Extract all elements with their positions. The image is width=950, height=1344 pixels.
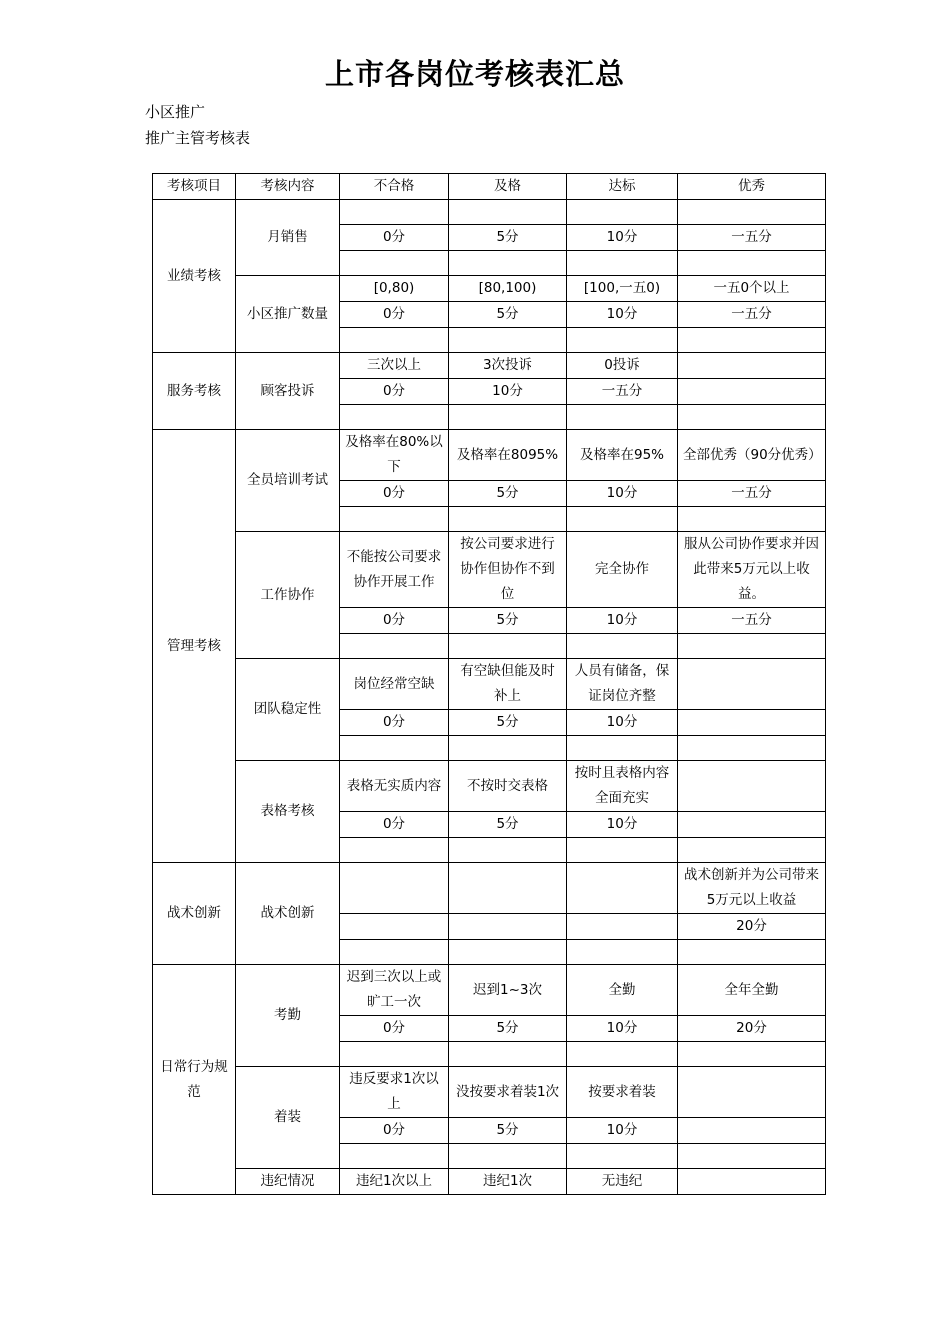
score-cell	[678, 838, 826, 863]
subitem-cell: 战术创新	[236, 863, 340, 965]
score-cell: 服从公司协作要求并因此带来5万元以上收益。	[678, 532, 826, 608]
score-cell: 5分	[449, 608, 567, 634]
table-row	[153, 1067, 826, 1118]
score-cell	[340, 328, 449, 353]
score-cell: 一五分	[567, 379, 678, 405]
score-cell: 0分	[340, 1016, 449, 1042]
table-row	[153, 200, 826, 225]
score-cell	[340, 1144, 449, 1169]
score-cell: 10分	[567, 302, 678, 328]
category-cell: 战术创新	[153, 863, 236, 965]
score-cell	[449, 1144, 567, 1169]
score-cell	[678, 1118, 826, 1144]
score-cell	[340, 634, 449, 659]
score-cell: 5分	[449, 710, 567, 736]
score-cell: 10分	[567, 1118, 678, 1144]
subitem-cell: 全员培训考试	[236, 430, 340, 532]
subitem-cell: 违纪情况	[236, 1169, 340, 1195]
score-cell	[449, 736, 567, 761]
score-cell: 0分	[340, 812, 449, 838]
score-cell	[567, 507, 678, 532]
category-cell: 业绩考核	[153, 200, 236, 353]
table-row	[153, 1169, 826, 1195]
score-cell	[340, 940, 449, 965]
score-cell	[678, 328, 826, 353]
score-cell: 全部优秀（90分优秀）	[678, 430, 826, 481]
score-cell	[678, 940, 826, 965]
score-cell	[449, 1042, 567, 1067]
score-cell: 5分	[449, 1016, 567, 1042]
subitem-cell: 表格考核	[236, 761, 340, 863]
score-cell	[567, 200, 678, 225]
score-cell: 按时且表格内容全面充实	[567, 761, 678, 812]
score-cell: [0,80)	[340, 276, 449, 302]
score-cell	[678, 1144, 826, 1169]
header-row	[153, 174, 826, 200]
score-cell: 迟到三次以上或旷工一次	[340, 965, 449, 1016]
table-row	[153, 965, 826, 1016]
score-cell: 10分	[567, 608, 678, 634]
table-row	[153, 863, 826, 914]
score-cell	[340, 251, 449, 276]
score-cell	[678, 634, 826, 659]
score-cell: 10分	[567, 225, 678, 251]
score-cell	[567, 1042, 678, 1067]
header-level: 达标	[567, 174, 678, 200]
score-cell	[340, 1042, 449, 1067]
subitem-cell: 工作协作	[236, 532, 340, 659]
score-cell: 3次投诉	[449, 353, 567, 379]
header-item: 考核项目	[153, 174, 236, 200]
score-cell: 不按时交表格	[449, 761, 567, 812]
score-cell	[678, 659, 826, 710]
score-cell: 完全协作	[567, 532, 678, 608]
score-cell	[449, 863, 567, 914]
score-cell	[340, 200, 449, 225]
header-level: 优秀	[678, 174, 826, 200]
score-cell: 10分	[449, 379, 567, 405]
score-cell: 0分	[340, 481, 449, 507]
section-title: 小区推广	[145, 103, 206, 121]
score-cell: 表格无实质内容	[340, 761, 449, 812]
score-cell: 一五0个以上	[678, 276, 826, 302]
score-cell	[678, 812, 826, 838]
score-cell	[678, 353, 826, 379]
category-cell: 服务考核	[153, 353, 236, 430]
score-cell	[449, 251, 567, 276]
score-cell: 5分	[449, 1118, 567, 1144]
score-cell	[678, 379, 826, 405]
score-cell: 5分	[449, 481, 567, 507]
score-cell: 5分	[449, 812, 567, 838]
score-cell: 0投诉	[567, 353, 678, 379]
score-cell	[567, 863, 678, 914]
score-cell	[567, 940, 678, 965]
score-cell	[449, 914, 567, 940]
score-cell: 0分	[340, 225, 449, 251]
score-cell	[678, 710, 826, 736]
score-cell: 一五分	[678, 608, 826, 634]
score-cell	[567, 251, 678, 276]
table-row	[153, 430, 826, 481]
score-cell: 违纪1次以上	[340, 1169, 449, 1195]
page-title: 上市各岗位考核表汇总	[324, 57, 625, 91]
table-row	[153, 659, 826, 710]
score-cell: [80,100)	[449, 276, 567, 302]
score-cell	[449, 328, 567, 353]
score-cell: 一五分	[678, 302, 826, 328]
score-cell	[340, 914, 449, 940]
score-cell: 按公司要求进行协作但协作不到位	[449, 532, 567, 608]
subitem-cell: 月销售	[236, 200, 340, 276]
score-cell	[678, 1169, 826, 1195]
subitem-cell: 顾客投诉	[236, 353, 340, 430]
score-cell	[567, 736, 678, 761]
score-cell: 0分	[340, 710, 449, 736]
table-row	[153, 276, 826, 302]
score-cell: 三次以上	[340, 353, 449, 379]
score-cell: 10分	[567, 812, 678, 838]
category-cell: 管理考核	[153, 430, 236, 863]
score-cell	[340, 838, 449, 863]
score-cell: 没按要求着装1次	[449, 1067, 567, 1118]
score-cell: 及格率在80%以下	[340, 430, 449, 481]
score-cell	[449, 200, 567, 225]
score-cell: 人员有储备，保证岗位齐整	[567, 659, 678, 710]
score-cell: 战术创新并为公司带来5万元以上收益	[678, 863, 826, 914]
score-cell: 0分	[340, 1118, 449, 1144]
header-level: 及格	[449, 174, 567, 200]
score-cell: 违反要求1次以上	[340, 1067, 449, 1118]
score-cell: 岗位经常空缺	[340, 659, 449, 710]
table-row	[153, 353, 826, 379]
score-cell: 20分	[678, 1016, 826, 1042]
score-cell: 5分	[449, 225, 567, 251]
score-cell	[678, 200, 826, 225]
score-cell	[449, 838, 567, 863]
score-cell: 迟到1~3次	[449, 965, 567, 1016]
score-cell: 10分	[567, 481, 678, 507]
score-cell: 有空缺但能及时补上	[449, 659, 567, 710]
score-cell	[449, 507, 567, 532]
score-cell	[678, 405, 826, 430]
score-cell	[340, 736, 449, 761]
table-row	[153, 532, 826, 608]
score-cell: 不能按公司要求协作开展工作	[340, 532, 449, 608]
score-cell: 10分	[567, 1016, 678, 1042]
score-cell	[678, 507, 826, 532]
table-title: 推广主管考核表	[145, 129, 251, 147]
score-cell: 0分	[340, 379, 449, 405]
score-cell: 及格率在95%	[567, 430, 678, 481]
score-cell: 20分	[678, 914, 826, 940]
score-cell: 0分	[340, 302, 449, 328]
score-cell	[567, 1144, 678, 1169]
score-cell: 全勤	[567, 965, 678, 1016]
subitem-cell: 小区推广数量	[236, 276, 340, 353]
score-cell: 按要求着装	[567, 1067, 678, 1118]
score-cell: 10分	[567, 710, 678, 736]
header-content: 考核内容	[236, 174, 340, 200]
score-cell	[449, 634, 567, 659]
score-cell: 全年全勤	[678, 965, 826, 1016]
score-cell	[678, 761, 826, 812]
header-level: 不合格	[340, 174, 449, 200]
score-cell: 0分	[340, 608, 449, 634]
table-row	[153, 761, 826, 812]
score-cell	[567, 914, 678, 940]
score-cell	[567, 634, 678, 659]
score-cell	[340, 507, 449, 532]
category-cell: 日常行为规范	[153, 965, 236, 1195]
score-cell	[567, 405, 678, 430]
score-cell	[678, 736, 826, 761]
score-cell: 一五分	[678, 225, 826, 251]
score-cell	[340, 405, 449, 430]
score-cell: [100,一五0)	[567, 276, 678, 302]
score-cell: 5分	[449, 302, 567, 328]
subitem-cell: 考勤	[236, 965, 340, 1067]
score-cell	[449, 405, 567, 430]
subitem-cell: 团队稳定性	[236, 659, 340, 761]
score-cell	[449, 940, 567, 965]
assessment-table	[152, 173, 826, 1195]
score-cell: 违纪1次	[449, 1169, 567, 1195]
score-cell: 无违纪	[567, 1169, 678, 1195]
score-cell: 一五分	[678, 481, 826, 507]
score-cell	[567, 838, 678, 863]
score-cell	[678, 1067, 826, 1118]
score-cell	[678, 1042, 826, 1067]
score-cell	[678, 251, 826, 276]
subitem-cell: 着装	[236, 1067, 340, 1169]
score-cell	[340, 863, 449, 914]
score-cell: 及格率在8095%	[449, 430, 567, 481]
score-cell	[567, 328, 678, 353]
